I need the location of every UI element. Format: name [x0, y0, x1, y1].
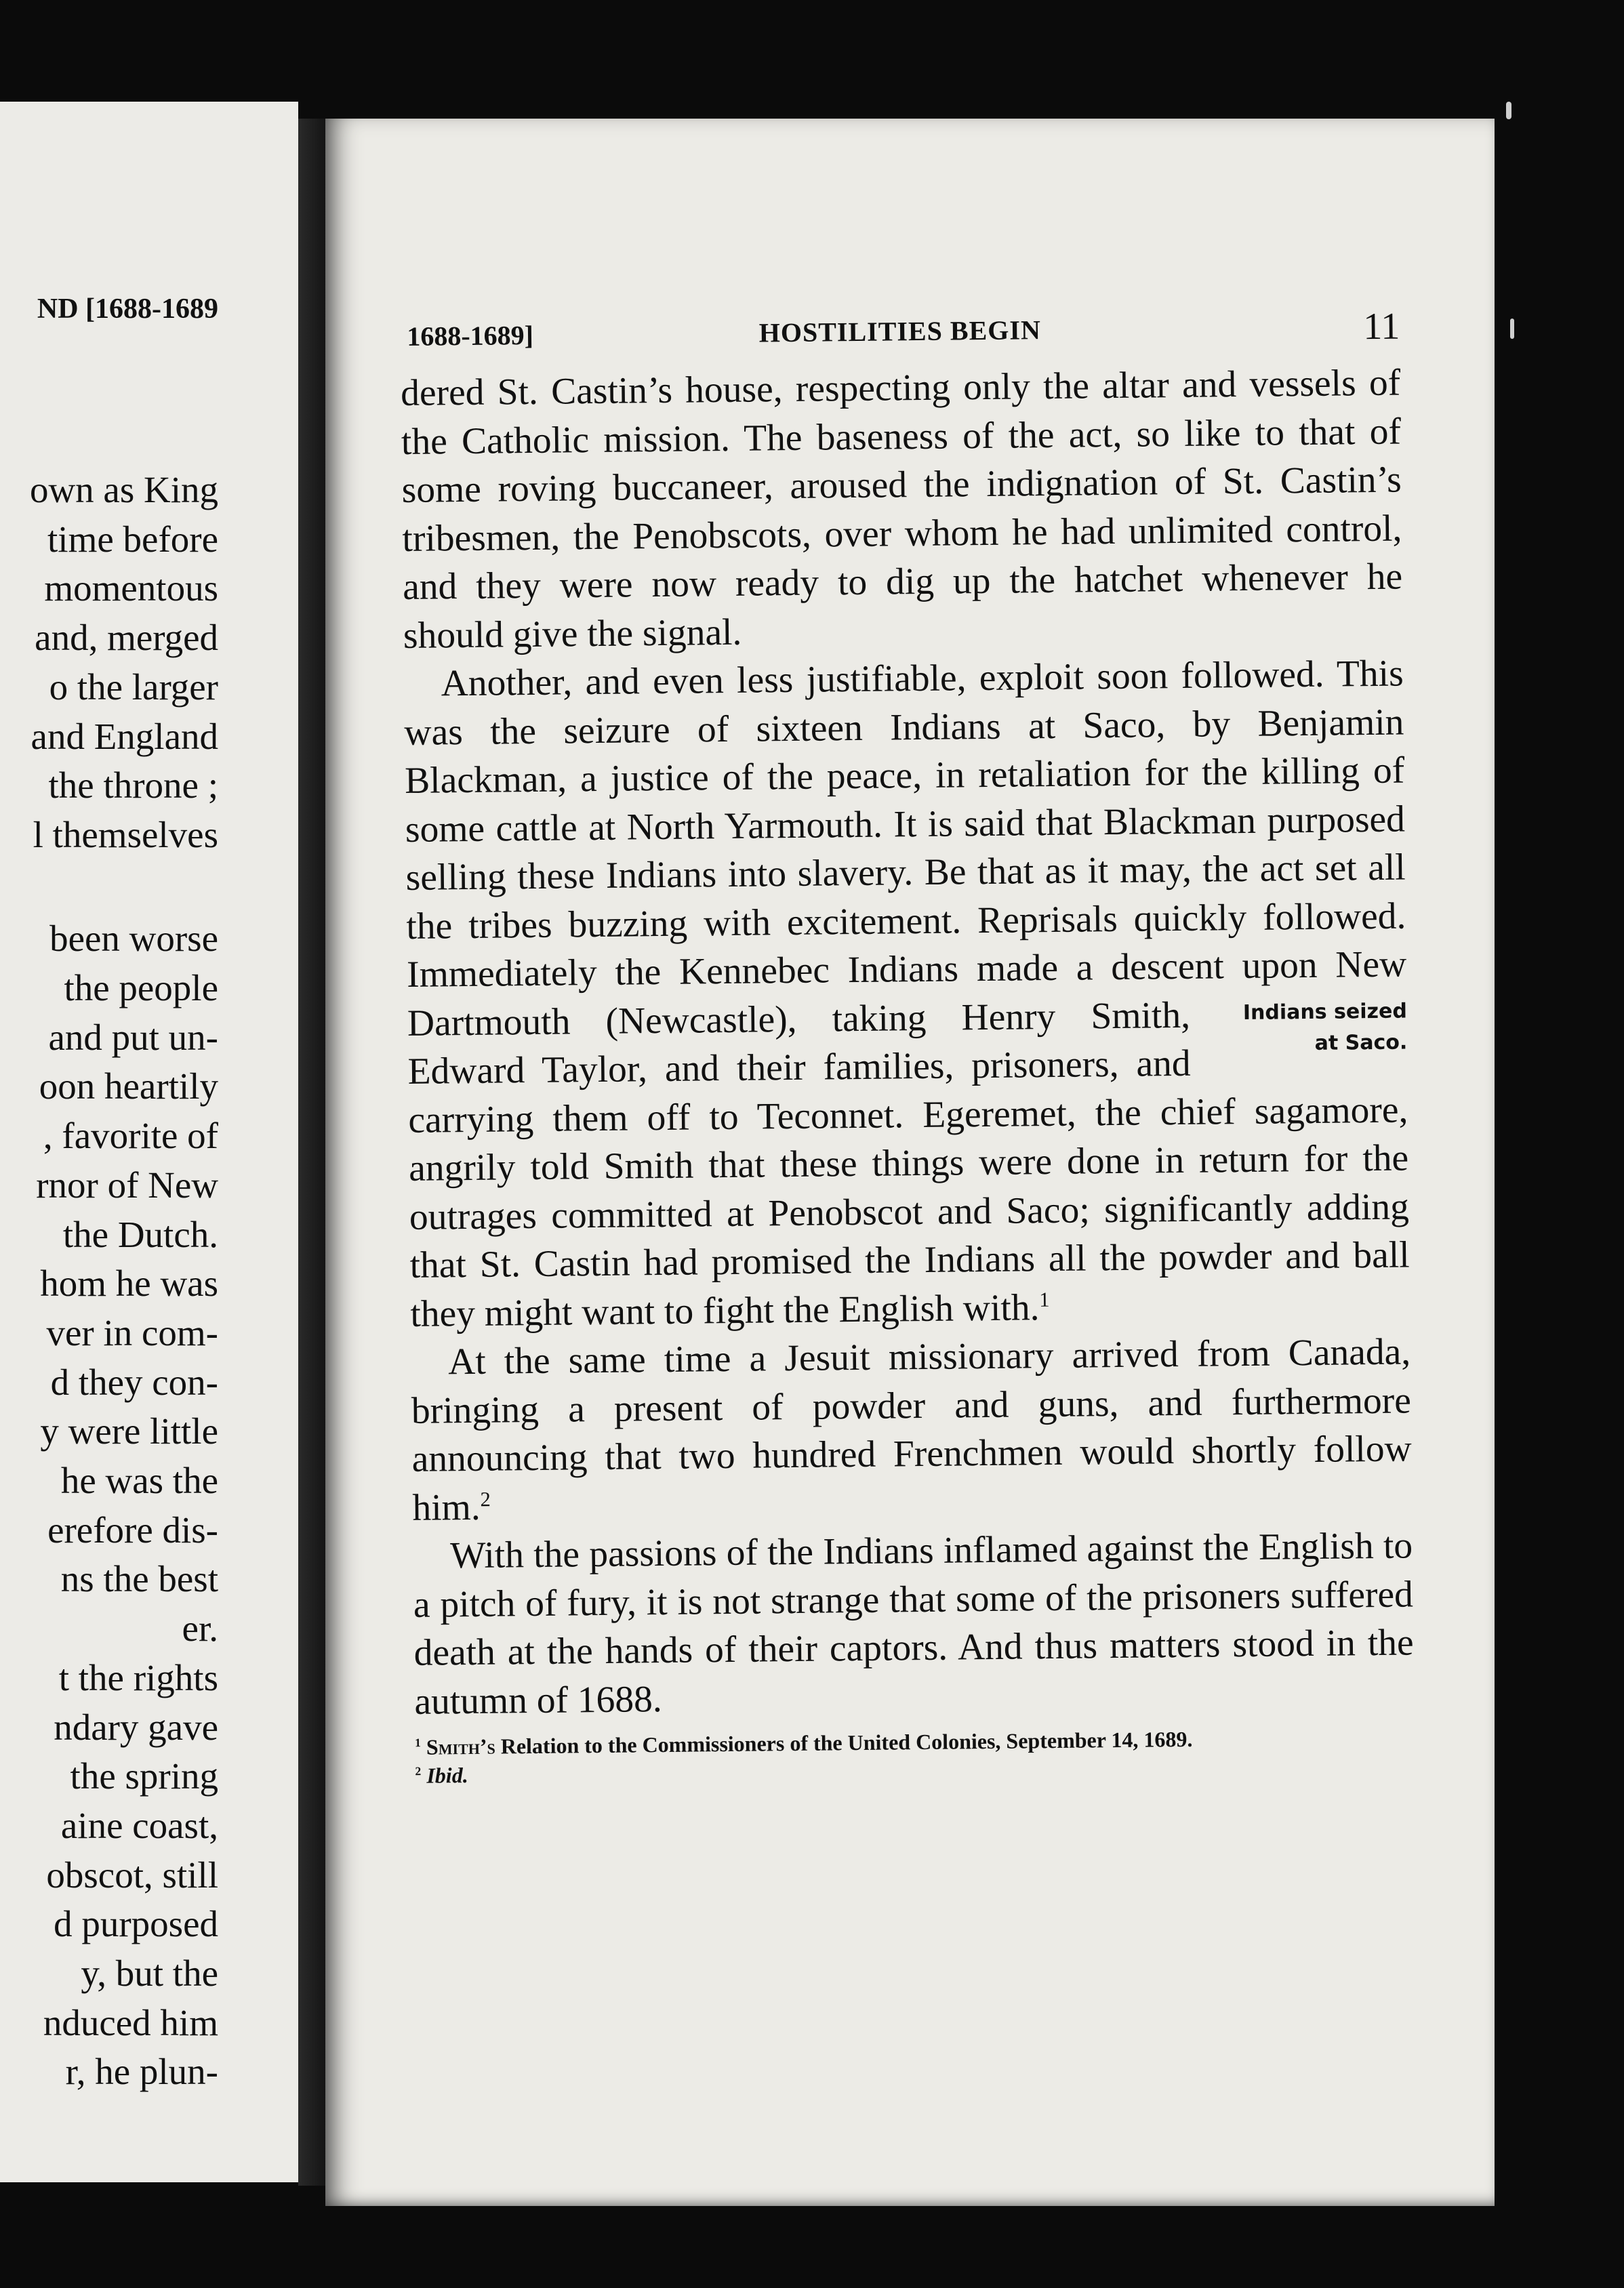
margin-note-line: Indians seized — [1242, 998, 1408, 1025]
left-page-line: and, merged — [35, 617, 218, 659]
left-page-line: aine coast, — [60, 1804, 218, 1846]
page-content — [400, 305, 1415, 1790]
scan-speck — [1506, 102, 1511, 119]
left-page-line: ndary gave — [54, 1706, 218, 1748]
left-page-line: rnor of New — [36, 1164, 218, 1206]
left-page-line: he was the — [60, 1460, 218, 1501]
paragraph — [403, 650, 1410, 1339]
left-page-line: y were little — [40, 1410, 218, 1452]
left-page-line: o the larger — [49, 666, 218, 708]
chapter-title: HOSTILITIES BEGIN — [758, 314, 1042, 348]
left-page-line: momentous — [44, 567, 218, 609]
footnote-text: Ibid. — [426, 1763, 468, 1788]
footnote-number: 1 — [414, 1736, 421, 1750]
paragraph: dered St. Castin’s house, respecting only the altar and vessels of the Catholic mission. The baseness of the act, so like to that of some roving buccaneer, aroused the indignation of St. Castin’s tribesmen, the Penobscots, over whom he had unlimited control, and they were now ready to dig up the hatchet whenever he should give the signal. — [400, 362, 1403, 657]
left-page-line: and England — [31, 715, 218, 757]
footnote-text: Relation to the Commissioners of the United Colonies, September 14, 1689. — [495, 1726, 1193, 1759]
left-page-line: er. — [182, 1608, 218, 1650]
left-page-line: l themselves — [33, 813, 218, 855]
paragraph-text: Another, and even less justifiable, exploit soon followed. This was the seizure of sixteen Indians at Saco, by Benjamin Blackman, a justice of the peace, in retaliation for the killing of some cattle at North Yarmouth. It is said that Blackman purposed selling these Indians into slavery. Be that as it may, the act set all the tribes buzzing with excitement. Reprisals quickly followed. Immediately the Kennebec Indians made a descent upon New Dartmouth (Newcastle), — [404, 653, 1407, 1044]
footnote-marker: 2 — [480, 1487, 491, 1511]
left-page-line: hom he was — [40, 1263, 218, 1305]
page-number: 11 — [1363, 305, 1400, 348]
left-page-line: the Dutch. — [62, 1213, 218, 1255]
footnote-marker: 1 — [1039, 1288, 1050, 1311]
left-page — [0, 102, 298, 2182]
left-page-line: obscot, still — [46, 1854, 218, 1896]
right-page — [325, 119, 1495, 2206]
running-header — [400, 305, 1400, 369]
left-page-line: been worse — [49, 918, 218, 960]
left-page-line: ns the best — [60, 1558, 218, 1600]
left-page-line: and put un- — [48, 1016, 218, 1058]
left-page-line: d they con- — [50, 1361, 218, 1403]
left-page-line: the people — [64, 967, 218, 1008]
paragraph — [411, 1328, 1413, 1532]
left-page-line: nduced him — [43, 2001, 218, 2043]
footnote-author: Smith’s — [426, 1734, 495, 1759]
paragraph: With the passions of the Indians inflamed against the English to a pitch of fury, it is not strange that some of the prisoners suffered death at the hands of their captors. And thus matters stood in the autumn of 1688. — [413, 1525, 1414, 1723]
left-page-line: erefore dis- — [47, 1509, 218, 1551]
scan-speck — [1510, 319, 1514, 339]
paragraph-text: At the same time a Jesuit missionary arrived from Canada, bringing a present of powder and guns, and furthermore announcing that two hundred Frenchmen would shortly follow him. — [411, 1331, 1412, 1529]
left-page-line: the throne ; — [48, 764, 218, 806]
left-page-line: own as King — [29, 469, 218, 510]
left-page-line: t the rights — [58, 1656, 218, 1698]
left-page-line: time before — [47, 518, 218, 560]
left-page-line: y, but the — [81, 1953, 218, 1994]
footnotes — [415, 1722, 1415, 1789]
left-page-line: r, he plun- — [65, 2051, 218, 2093]
margin-note — [1204, 996, 1408, 1060]
left-page-header: ND [1688-1689 — [37, 293, 218, 325]
body-text — [401, 359, 1415, 1726]
paragraph-text: taking Henry Smith, Edward Taylor, and their families, prisoners, and carrying them off to Teconnet. Egeremet, the chief sagamore, angrily told Smith that these things were done in return for the outrages committed at Penobscot and Saco; significantly adding that St. Castin had promised the Indians all the powder and ball they might want to fight the English with. — [407, 994, 1410, 1335]
margin-note-line: at Saco. — [1314, 1029, 1408, 1055]
left-page-line: oon heartily — [39, 1065, 218, 1107]
left-page-line: , favorite of — [43, 1115, 218, 1157]
header-date-range: 1688-1689] — [407, 319, 534, 352]
footnote-number: 2 — [415, 1764, 422, 1778]
left-page-line: the spring — [70, 1755, 218, 1797]
left-page-line: d purposed — [54, 1903, 218, 1945]
left-page-line: ver in com- — [46, 1311, 218, 1353]
